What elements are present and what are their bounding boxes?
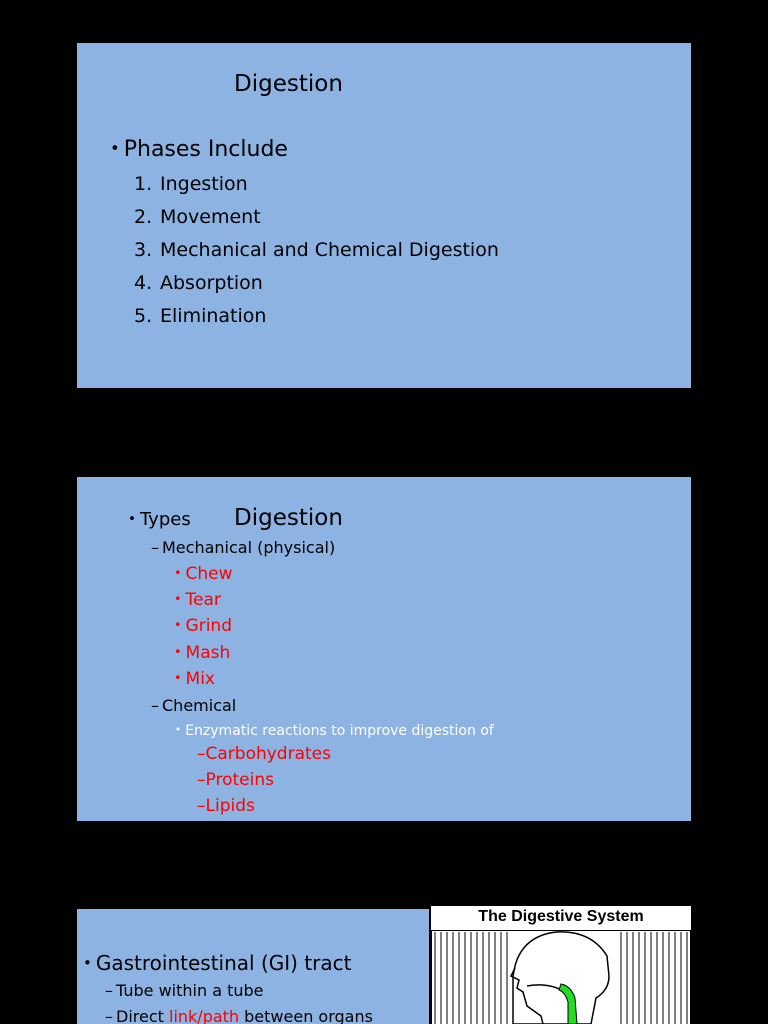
- phase-item: 2. Movement: [134, 206, 261, 228]
- slide-2: [77, 477, 691, 821]
- mechanical-item: • Mash: [174, 643, 231, 663]
- phase-item: 1. Ingestion: [134, 173, 248, 195]
- phase-item: 5. Elimination: [134, 305, 267, 327]
- nutrient-item: –Proteins: [197, 770, 274, 790]
- tube-subitem: – Tube within a tube: [105, 981, 264, 1000]
- nutrient-item: –Carbohydrates: [197, 744, 331, 764]
- phase-item: 4. Absorption: [134, 272, 263, 294]
- bullet-icon: •: [128, 511, 136, 527]
- enzymatic-text: • Enzymatic reactions to improve digestion of: [175, 723, 494, 739]
- nutrient-item: –Lipids: [197, 796, 255, 816]
- chemical-label: – Chemical: [151, 696, 237, 715]
- slide-2-title: Digestion: [234, 505, 343, 531]
- slide-1: [77, 43, 691, 388]
- mechanical-label: – Mechanical (physical): [151, 538, 336, 557]
- mechanical-item: • Mix: [174, 669, 215, 689]
- phases-heading: • Phases Include: [110, 137, 288, 162]
- mechanical-item: • Grind: [174, 616, 232, 636]
- direct-link-subitem: – Direct link/path between organs: [105, 1007, 373, 1024]
- phase-item: 3. Mechanical and Chemical Digestion: [134, 239, 499, 261]
- slide-1-title: Digestion: [234, 71, 343, 97]
- image-title: The Digestive System: [478, 908, 644, 925]
- digestive-diagram-illustration: [431, 906, 691, 1024]
- types-label: • Types: [128, 509, 191, 530]
- gi-tract-bullet: • Gastrointestinal (GI) tract: [83, 951, 352, 975]
- mechanical-item: • Chew: [174, 564, 233, 584]
- digestive-system-image: [431, 906, 691, 1024]
- mechanical-item: • Tear: [174, 590, 221, 610]
- bullet-icon: •: [110, 139, 120, 158]
- slide-3: [77, 909, 429, 1024]
